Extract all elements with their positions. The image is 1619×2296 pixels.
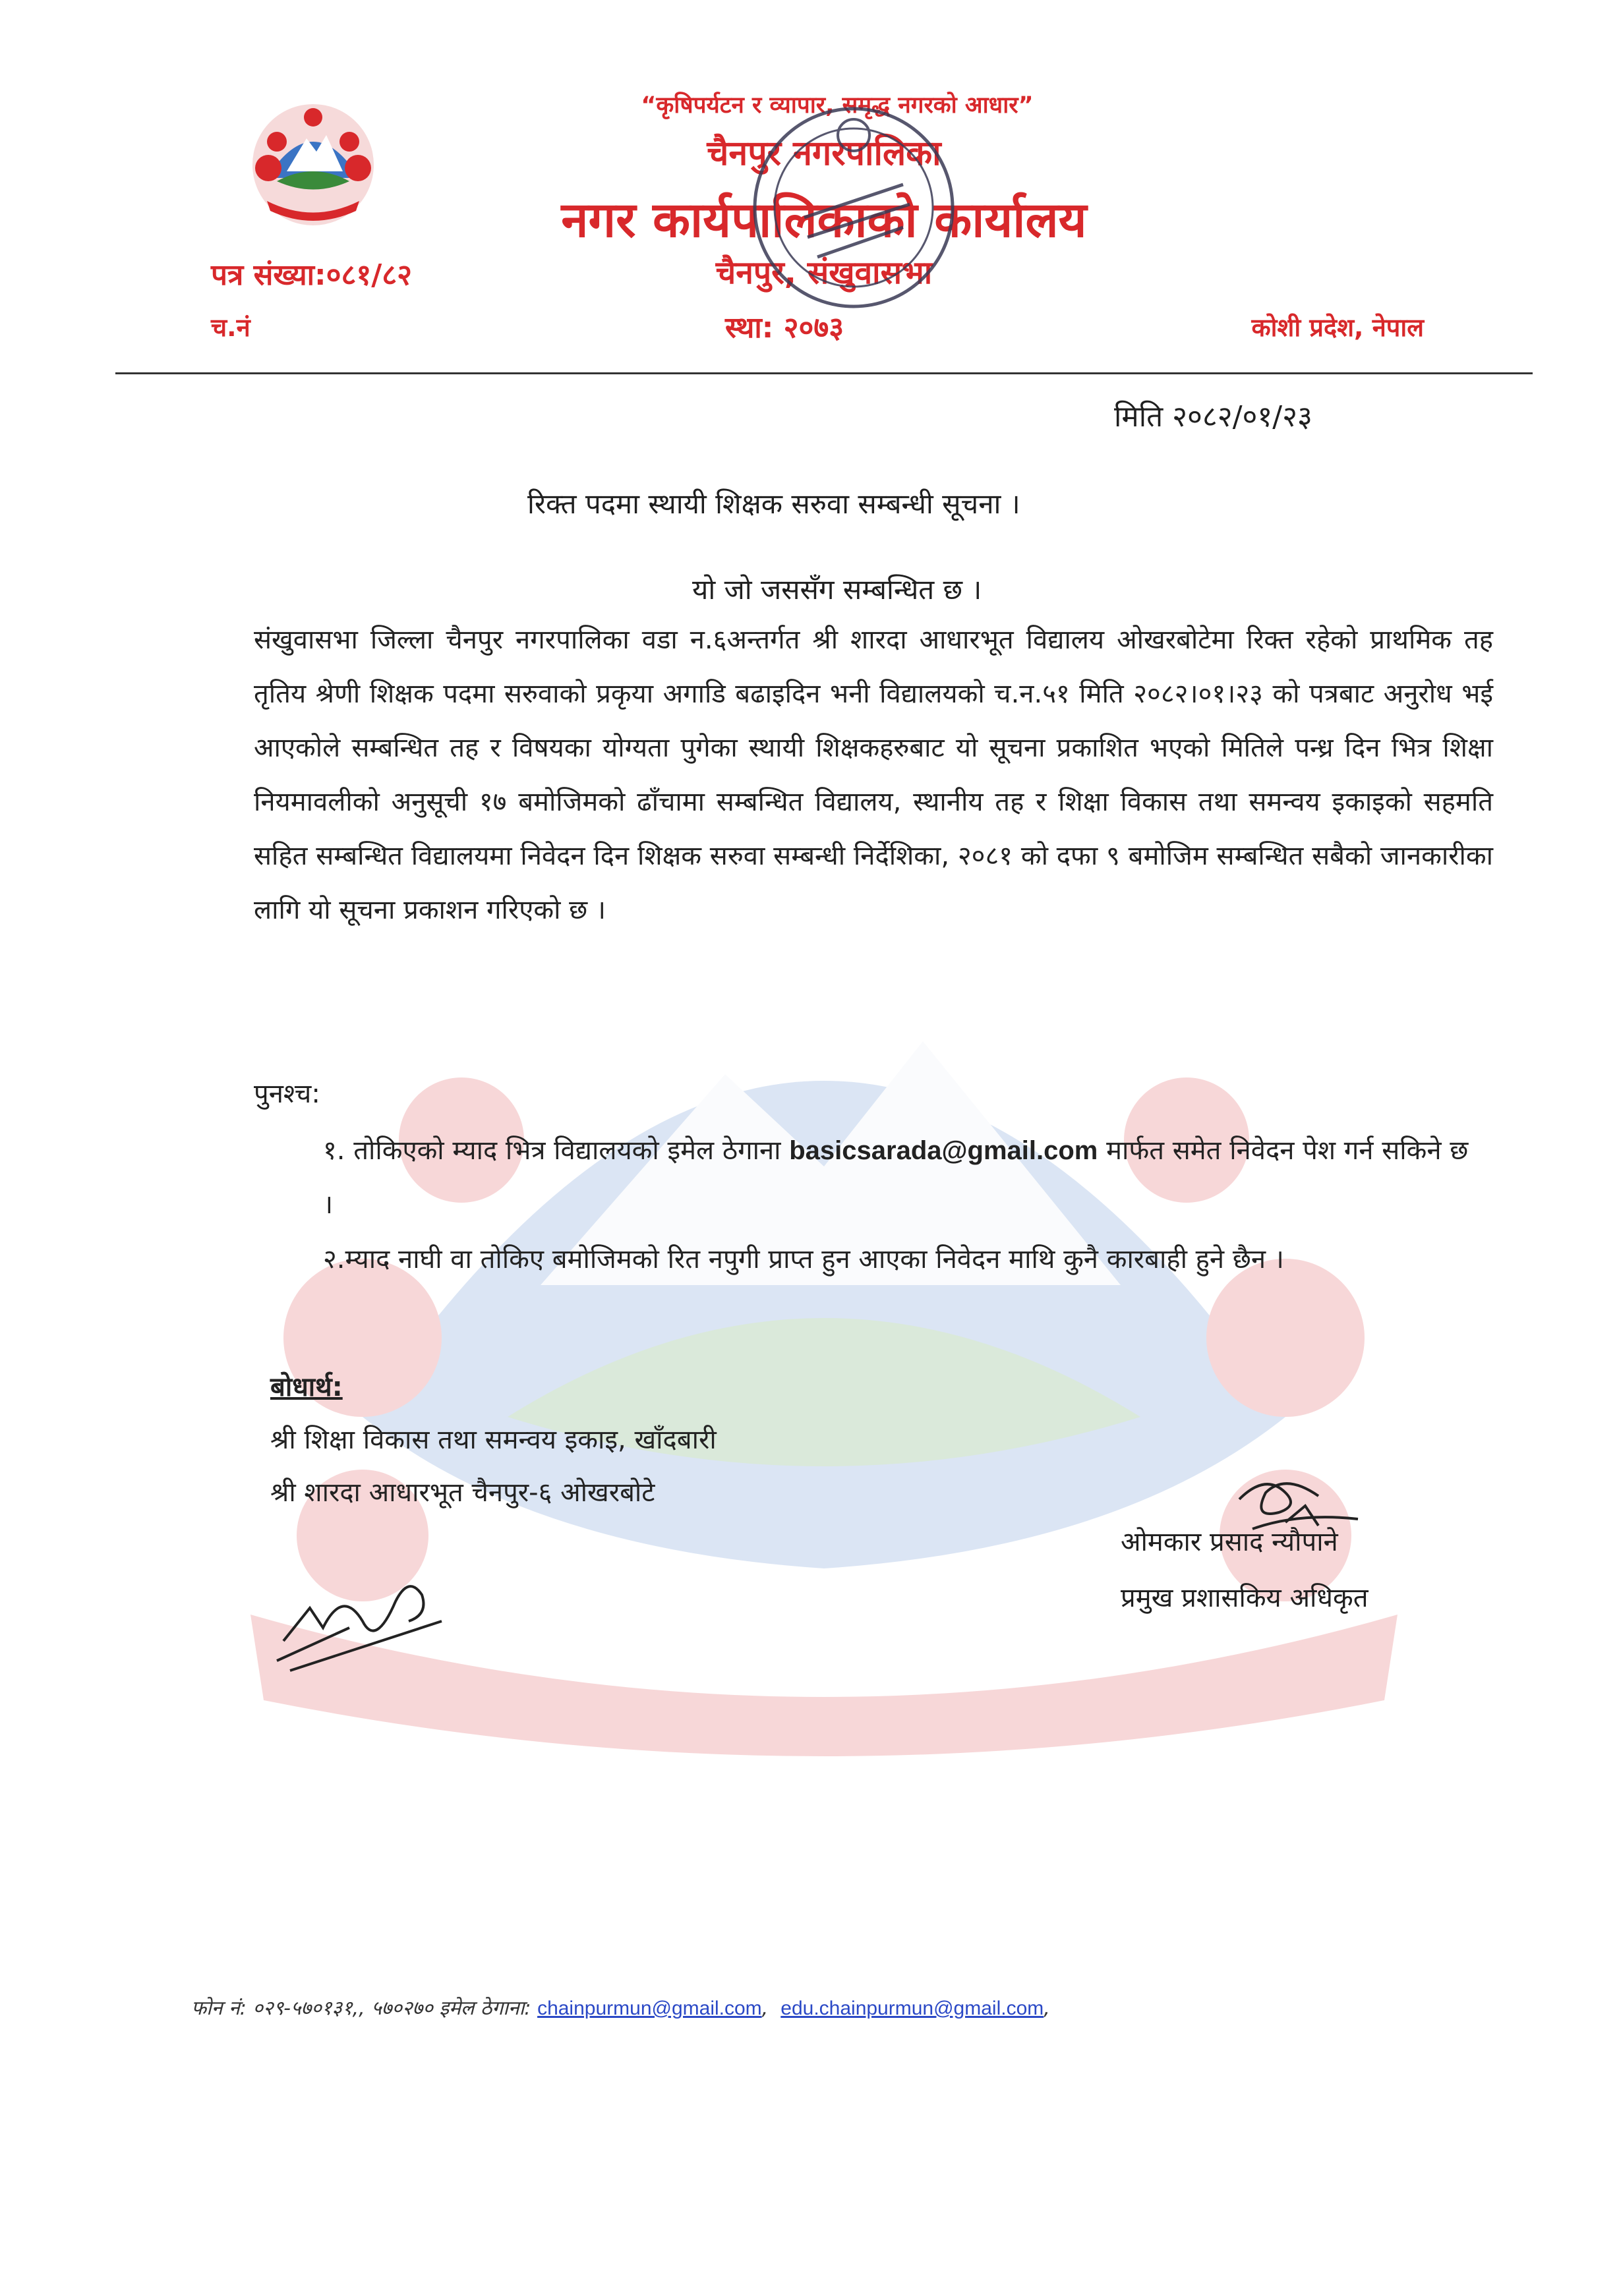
notice-body: संखुवासभा जिल्ला चैनपुर नगरपालिका वडा न.६अन्तर्गत श्री शारदा आधारभूत विद्यालय ओखरबोटेमा रिक्त रहेको प्राथमिक तह तृतिय श्रेणी शिक्षक पदमा सरुवाको प्रकृया अगाडि बढाइदिन भनी विद्यालयको च.न.५१ मिति २०८२।०१।२३ को पत्रबाट अनुरोध भई आएकोले सम्बन्धित तह र विषयका योग्यता पुगेका स्थायी शिक्षकहरुबाट यो सूचना प्रकाशित भएको मितिले पन्ध्र दिन भित्र शिक्षा नियमावलीको अनुसूची १७ बमोजिमको ढाँचामा सम्बन्धित विद्यालय, स्थानीय तह र शिक्षा विकास तथा समन्वय इकाइको सहमति सहित सम्बन्धित विद्यालयमा निवेदन दिन शिक्षक सरुवा सम्बन्धी निर्देशिका, २०८१ को दफा ९ बमोजिम सम्बन्धित सबैको जानकारीका लागि यो सूचना प्रकाशन गरिएको छ । bbox=[254, 625, 1493, 925]
footer-phone-label: फोन नं: ०२९-५७०१३१,, ५७०२७० इमेल ठेगाना: bbox=[191, 1997, 531, 2020]
letter-number: पत्र संख्या:०८१/८२ bbox=[211, 258, 413, 292]
cc-label: बोधार्थ: bbox=[270, 1372, 343, 1402]
office-title: नगर कार्यपालिकाको कार्यालय bbox=[561, 192, 1087, 248]
postscript-item-1-text: १. तोकिएको म्याद भित्र विद्यालयको इमेल ठेगाना bbox=[323, 1135, 781, 1166]
letter-date: मिति २०८२/०१/२३ bbox=[1114, 400, 1312, 434]
signatory-title: प्रमुख प्रशासकिय अधिकृत bbox=[1121, 1583, 1369, 1613]
footer-email-1[interactable]: chainpurmun@gmail.com bbox=[537, 1997, 762, 2019]
verification-signature bbox=[270, 1549, 455, 1680]
municipality-motto: “कृषिपर्यटन र व्यापार, समृद्ध नगरको आधार” bbox=[641, 92, 1034, 119]
municipality-name: चैनपुर नगरपालिका bbox=[707, 134, 941, 173]
office-location: चैनपुर, संखुवासभा bbox=[715, 254, 933, 291]
province-name: कोशी प्रदेश, नेपाल bbox=[1251, 313, 1424, 342]
notice-subject: रिक्त पदमा स्थायी शिक्षक सरुवा सम्बन्धी सूचना । bbox=[527, 488, 1020, 520]
cc-recipient-2: श्री शारदा आधारभूत चैनपुर-६ ओखरबोटे bbox=[270, 1478, 655, 1508]
postscript-item-2: २.म्याद नाघी वा तोकिए बमोजिमको रित नपुगी प्राप्त हुन आएका निवेदन माथि कुनै कारबाही हुने छैन । bbox=[323, 1244, 1284, 1275]
school-email: basicsarada@gmail.com bbox=[789, 1136, 1098, 1165]
postscript-item-1 bbox=[323, 1124, 1470, 1232]
office-seal-stamp bbox=[745, 99, 962, 316]
footer-contact: फोन नं: ०२९-५७०१३१,, ५७०२७० इमेल ठेगाना: chainpurmun@gmail.com, edu.chainpurmun@gmail.com, bbox=[191, 1997, 1050, 2020]
nepal-emblem-icon bbox=[247, 99, 379, 231]
postscript-label: पुनश्च: bbox=[254, 1079, 320, 1109]
dispatch-number: च.नं bbox=[211, 313, 250, 342]
established-year: स्था: २०७३ bbox=[725, 311, 844, 345]
signatory-name: ओमकार प्रसाद न्यौपाने bbox=[1121, 1527, 1338, 1557]
cc-recipient-1: श्री शिक्षा विकास तथा समन्वय इकाइ, खाँदबारी bbox=[270, 1425, 717, 1455]
footer-email-2[interactable]: edu.chainpurmun@gmail.com bbox=[780, 1997, 1044, 2019]
header-divider bbox=[115, 372, 1533, 374]
salutation: यो जो जससँग सम्बन्धित छ । bbox=[692, 573, 982, 606]
postscript-item-1-tail: मार्फत समेत निवेदन पेश गर्न सकिने छ । bbox=[323, 1135, 1469, 1220]
